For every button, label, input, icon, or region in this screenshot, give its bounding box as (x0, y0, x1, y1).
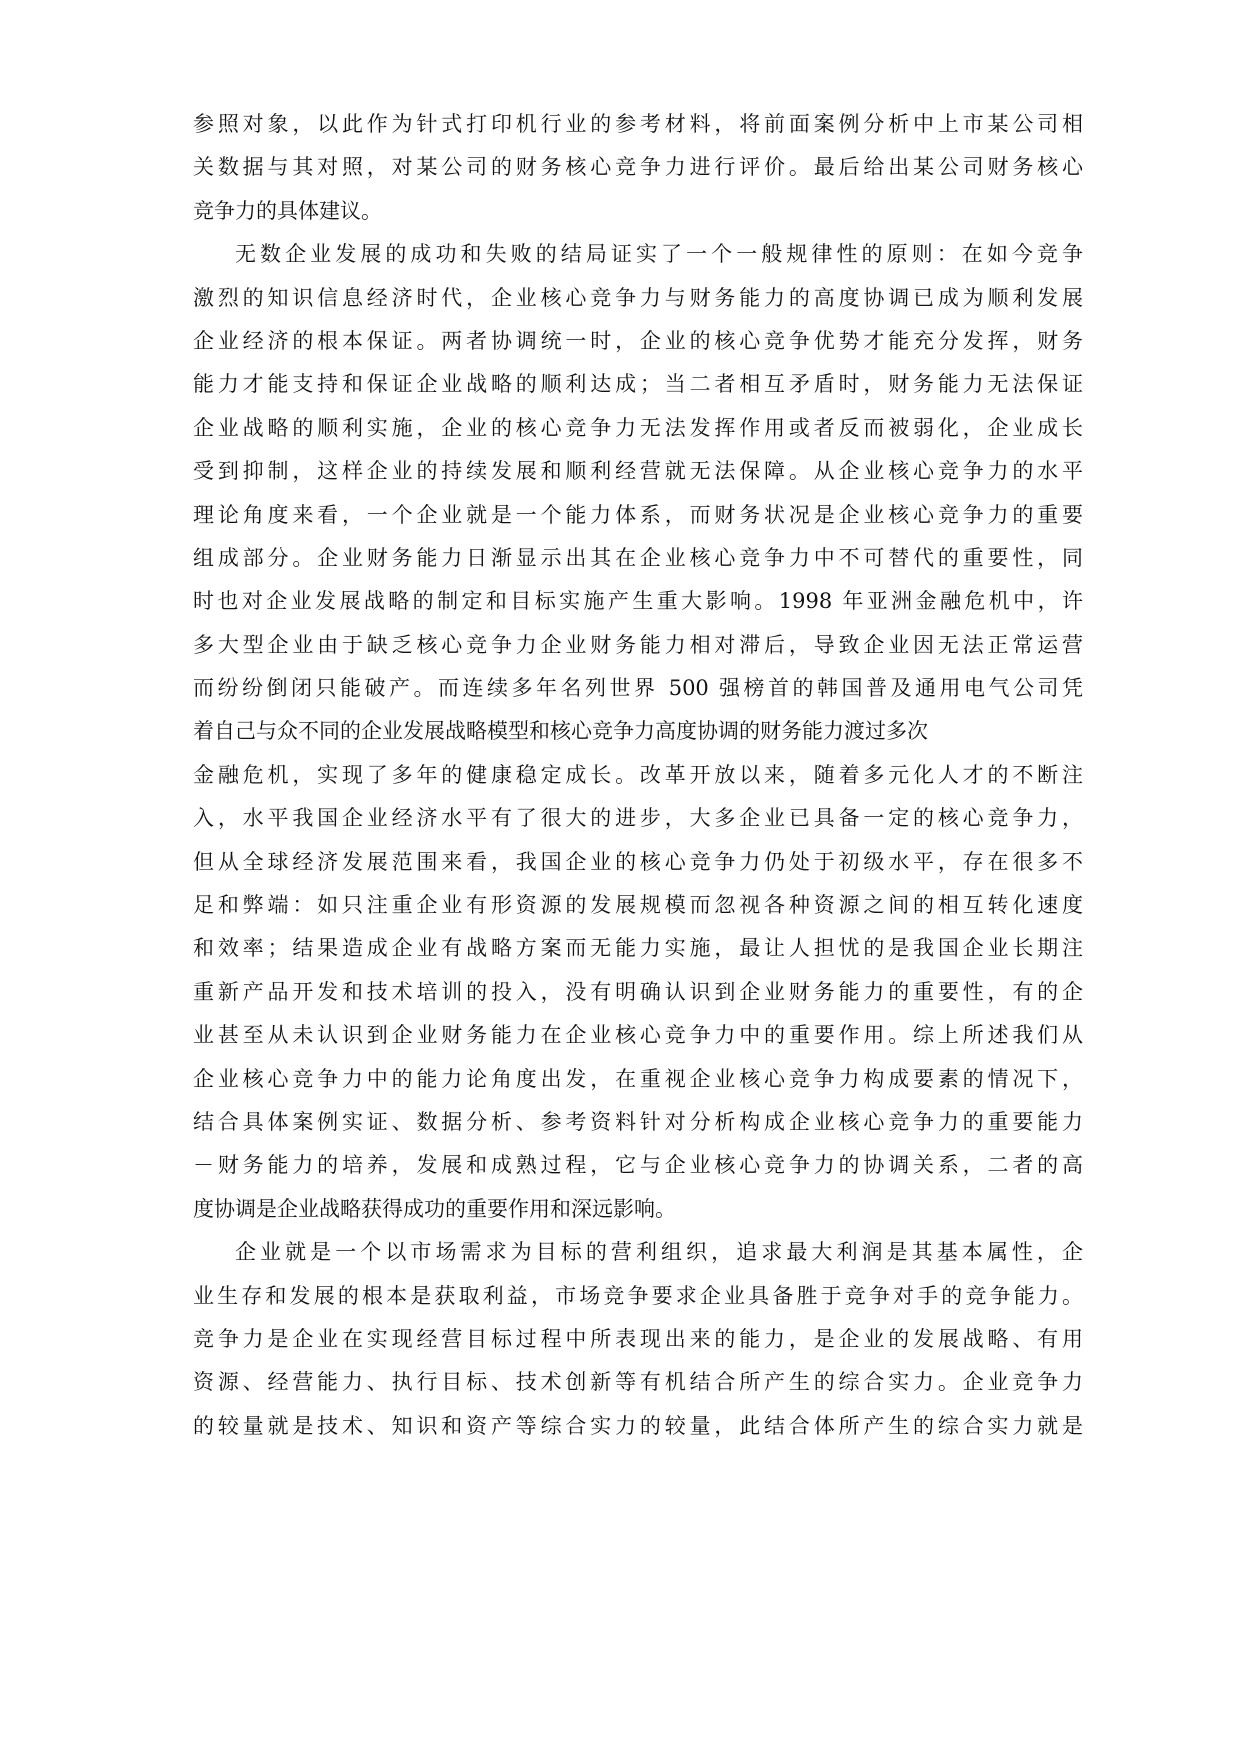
text-line: 多大型企业由于缺乏核心竞争力企业财务能力相对滞后，导致企业因无法正常运营 (193, 632, 1083, 657)
text-line: 激烈的知识信息经济时代，企业核心竞争力与财务能力的高度协调已成为顺利发展 (193, 285, 1083, 310)
text-line: 竞争力是企业在实现经营目标过程中所表现出来的能力，是企业的发展战略、有用 (193, 1326, 1083, 1351)
text-line: 但从全球经济发展范围来看，我国企业的核心竞争力仍处于初级水平，存在很多不 (193, 849, 1083, 874)
text-line: 和效率；结果造成企业有战略方案而无能力实施，最让人担忧的是我国企业长期注 (193, 936, 1083, 961)
text-line: 着自己与众不同的企业发展战略模型和核心竞争力高度协调的财务能力渡过多次 (193, 719, 928, 744)
text-line: 时也对企业发展战略的制定和目标实施产生重大影响。1998 年亚洲金融危机中，许 (193, 589, 1083, 614)
text-line: 度协调是企业战略获得成功的重要作用和深远影响。 (193, 1196, 676, 1221)
text-line: 企业就是一个以市场需求为目标的营利组织，追求最大利润是其基本属性，企 (235, 1240, 1083, 1265)
text-line: －财务能力的培养，发展和成熟过程，它与企业核心竞争力的协调关系，二者的高 (193, 1153, 1083, 1178)
body-text (193, 103, 1083, 1448)
text-line: 入，水平我国企业经济水平有了很大的进步，大多企业已具备一定的核心竞争力， (193, 806, 1083, 831)
text-line: 的较量就是技术、知识和资产等综合实力的较量，此结合体所产生的综合实力就是 (193, 1413, 1083, 1438)
text-line: 业生存和发展的根本是获取利益，市场竞争要求企业具备胜于竞争对手的竞争能力。 (193, 1283, 1083, 1308)
text-line: 结合具体案例实证、数据分析、参考资料针对分析构成企业核心竞争力的重要能力 (193, 1109, 1083, 1134)
text-line: 足和弊端：如只注重企业有形资源的发展规模而忽视各种资源之间的相互转化速度 (193, 893, 1083, 918)
paragraph-2 (193, 233, 1083, 1231)
paragraph-1 (193, 103, 1083, 233)
text-line: 受到抑制，这样企业的持续发展和顺利经营就无法保障。从企业核心竞争力的水平 (193, 459, 1083, 484)
text-line: 而纷纷倒闭只能破产。而连续多年名列世界 500 强榜首的韩国普及通用电气公司凭 (193, 676, 1083, 701)
text-line: 企业战略的顺利实施，企业的核心竞争力无法发挥作用或者反而被弱化，企业成长 (193, 415, 1083, 440)
text-line: 理论角度来看，一个企业就是一个能力体系，而财务状况是企业核心竞争力的重要 (193, 502, 1083, 527)
text-line: 参照对象，以此作为针式打印机行业的参考材料，将前面案例分析中上市某公司相 (193, 112, 1083, 136)
text-line: 金融危机，实现了多年的健康稳定成长。改革开放以来，随着多元化人才的不断注 (193, 762, 1083, 787)
text-line: 重新产品开发和技术培训的投入，没有明确认识到企业财务能力的重要性，有的企 (193, 979, 1083, 1004)
text-line: 关数据与其对照，对某公司的财务核心竞争力进行评价。最后给出某公司财务核心 (193, 155, 1083, 180)
paragraph-3 (193, 1231, 1083, 1448)
text-line: 竞争力的具体建议。 (193, 198, 382, 223)
text-line: 企业经济的根本保证。两者协调统一时，企业的核心竞争优势才能充分发挥，财务 (193, 328, 1083, 353)
text-line: 业甚至从未认识到企业财务能力在企业核心竞争力中的重要作用。综上所述我们从 (193, 1023, 1083, 1048)
text-line: 无数企业发展的成功和失败的结局证实了一个一般规律性的原则：在如今竞争 (235, 242, 1083, 267)
text-line: 组成部分。企业财务能力日渐显示出其在企业核心竞争力中不可替代的重要性，同 (193, 545, 1083, 570)
text-line: 企业核心竞争力中的能力论角度出发，在重视企业核心竞争力构成要素的情况下， (193, 1066, 1083, 1091)
text-line: 能力才能支持和保证企业战略的顺利达成；当二者相互矛盾时，财务能力无法保证 (193, 372, 1083, 397)
text-line: 资源、经营能力、执行目标、技术创新等有机结合所产生的综合实力。企业竞争力 (193, 1370, 1083, 1395)
